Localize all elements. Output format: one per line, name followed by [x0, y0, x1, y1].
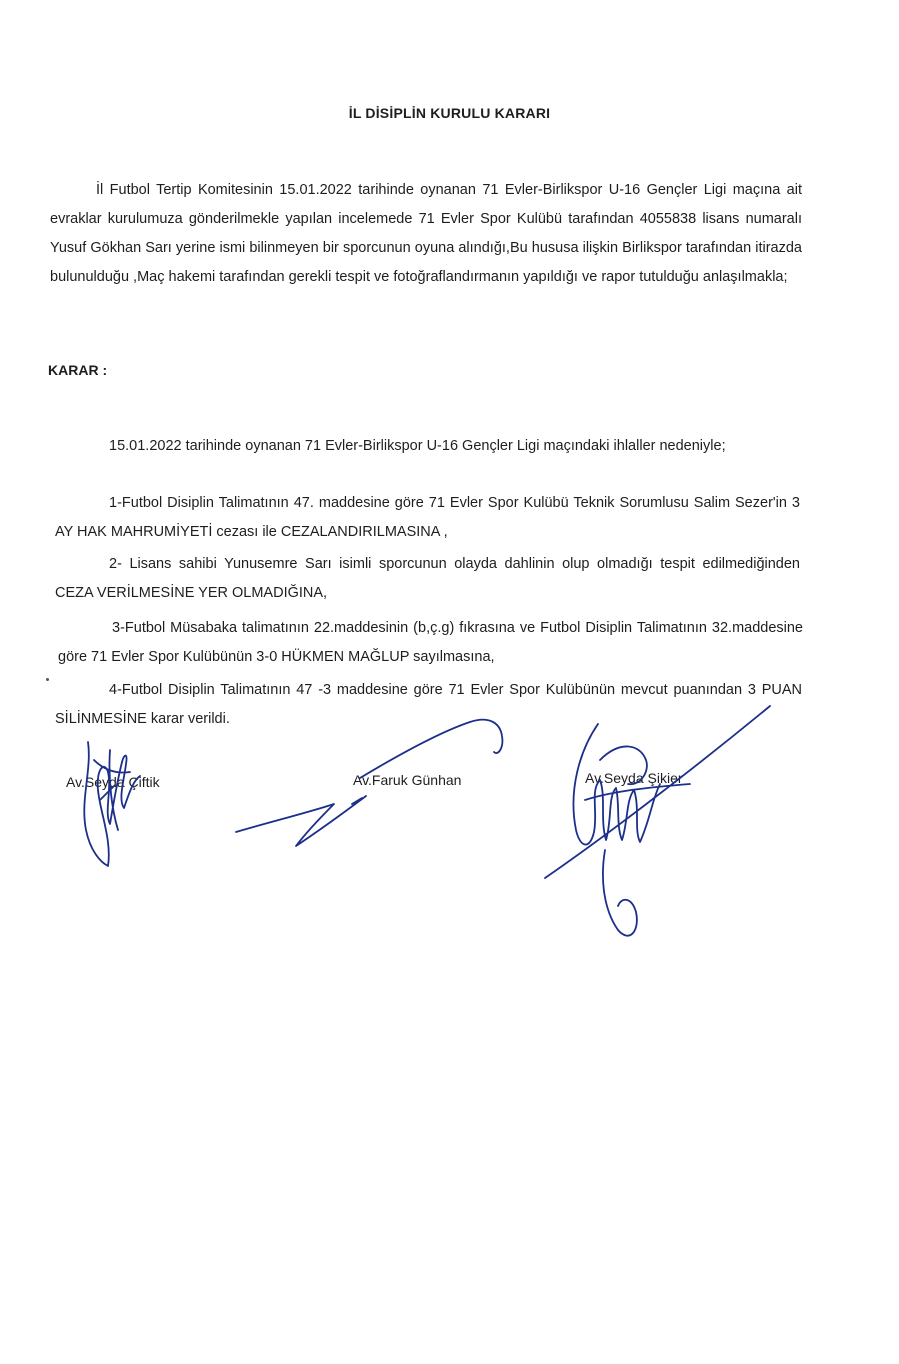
document-title: İL DİSİPLİN KURULU KARARI: [348, 105, 551, 121]
signatory-name-1: Av.Seyda Çiftik: [66, 774, 160, 790]
intro-paragraph: İl Futbol Tertip Komitesinin 15.01.2022 tarihinde oynanan 71 Evler-Birlikspor U-16 Gençler Ligi maçına ait evraklar kurulumuza gönderilmekle yapılan incelemede 71 Evler Spor Kulübü tarafından 4055838 lisans numaralı Yusuf Gökhan Sarı yerine ismi bilinmeyen bir sporcunun oyuna alındığı,Bu hususa ilişkin Birlikspor tarafından itirazda bulunulduğu ,Maç hakemi tarafından gerekli tespit ve fotoğraflandırmanın yapıldığı ve rapor tutulduğu anlaşılmakla;: [50, 182, 802, 285]
margin-mark: [46, 678, 49, 681]
signature-1-scribble: [84, 742, 140, 866]
signatory-name-3: Av.Seyda Şikier: [585, 770, 683, 786]
decision-item-1: 1-Futbol Disiplin Talimatının 47. maddesine göre 71 Evler Spor Kulübü Teknik Sorumlusu Salim Sezer'in 3 AY HAK MAHRUMİYETİ cezası ile CEZALANDIRILMASINA ,: [55, 495, 800, 540]
karar-heading: KARAR :: [48, 362, 108, 378]
signature-3-scribble: [545, 706, 770, 936]
decision-item-4: 4-Futbol Disiplin Talimatının 47 -3 maddesine göre 71 Evler Spor Kulübünün mevcut puanından 3 PUAN SİLİNMESİNE karar verildi.: [55, 682, 802, 727]
karar-intro-paragraph: 15.01.2022 tarihinde oynanan 71 Evler-Birlikspor U-16 Gençler Ligi maçındaki ihlaller nedeniyle;: [109, 438, 726, 454]
decision-item-2: 2- Lisans sahibi Yunusemre Sarı isimli sporcunun olayda dahlinin olup olmadığı tespit edilmediğinden CEZA VERİLMESİNE YER OLMADIĞINA,: [55, 556, 800, 601]
decision-item-3: 3-Futbol Müsabaka talimatının 22.maddesinin (b,ç.g) fıkrasına ve Futbol Disiplin Talimatının 32.maddesine göre 71 Evler Spor Kulübünün 3-0 HÜKMEN MAĞLUP sayılmasına,: [58, 620, 803, 665]
signatory-name-2: Av.Faruk Günhan: [353, 772, 462, 788]
